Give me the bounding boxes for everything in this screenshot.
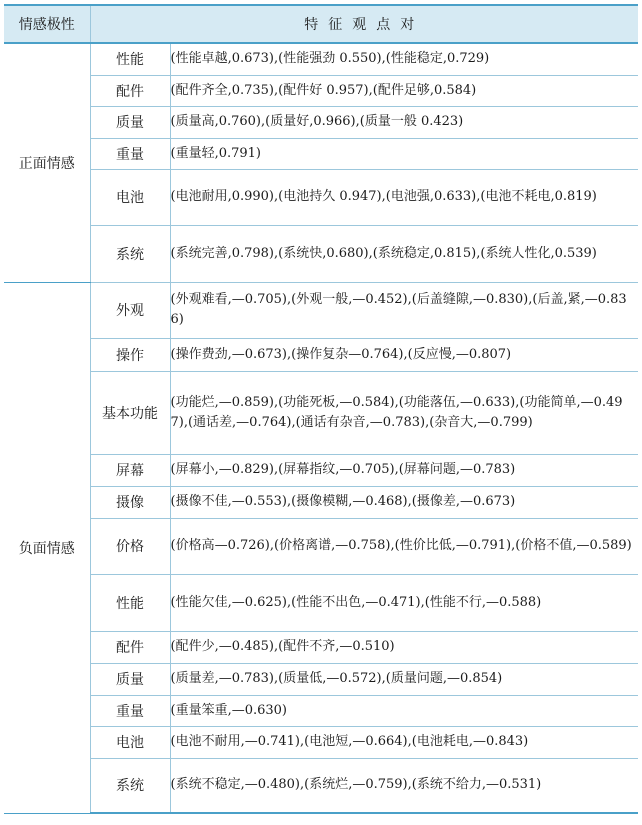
feature-cell: 系统 xyxy=(90,225,170,282)
table-row xyxy=(4,726,638,758)
pairs-cell: (系统不稳定,—0.480),(系统烂,—0.759),(系统不给力,—0.531) xyxy=(170,758,638,813)
pairs-cell: (质量差,—0.783),(质量低,—0.572),(质量问题,—0.854) xyxy=(170,663,638,695)
feature-cell: 系统 xyxy=(90,758,170,813)
pairs-cell: (重量笨重,—0.630) xyxy=(170,695,638,726)
sentiment-feature-opinion-table xyxy=(4,4,638,814)
pairs-cell: (电池不耐用,—0.741),(电池短,—0.664),(电池耗电,—0.843) xyxy=(170,726,638,758)
feature-cell: 性能 xyxy=(90,574,170,631)
feature-cell: 配件 xyxy=(90,75,170,106)
table-row xyxy=(4,695,638,726)
pairs-cell: (重量轻,0.791) xyxy=(170,138,638,169)
pairs-cell: (配件少,—0.485),(配件不齐,—0.510) xyxy=(170,631,638,663)
table-row xyxy=(4,43,638,75)
table-header-row xyxy=(4,5,638,43)
table-row xyxy=(4,225,638,282)
table-row xyxy=(4,758,638,813)
pairs-cell: (操作费劲,—0.673),(操作复杂—0.764),(反应慢,—0.807) xyxy=(170,338,638,371)
pairs-cell: (配件齐全,0.735),(配件好 0.957),(配件足够,0.584) xyxy=(170,75,638,106)
feature-cell: 电池 xyxy=(90,726,170,758)
table-row xyxy=(4,371,638,454)
table-row xyxy=(4,338,638,371)
feature-cell: 重量 xyxy=(90,695,170,726)
feature-cell: 配件 xyxy=(90,631,170,663)
table-row xyxy=(4,486,638,518)
table-row xyxy=(4,574,638,631)
pairs-cell: (系统完善,0.798),(系统快,0.680),(系统稳定,0.815),(系统人性化,0.539) xyxy=(170,225,638,282)
polarity-positive: 正面情感 xyxy=(4,43,90,282)
feature-cell: 质量 xyxy=(90,663,170,695)
feature-cell: 外观 xyxy=(90,282,170,338)
pairs-cell: (电池耐用,0.990),(电池持久 0.947),(电池强,0.633),(电池不耗电,0.819) xyxy=(170,169,638,225)
table-row xyxy=(4,631,638,663)
pairs-cell: (摄像不佳,—0.553),(摄像模糊,—0.468),(摄像差,—0.673) xyxy=(170,486,638,518)
polarity-column-header: 情感极性 xyxy=(4,5,90,43)
feature-cell: 屏幕 xyxy=(90,454,170,486)
table-row xyxy=(4,663,638,695)
table-row xyxy=(4,454,638,486)
table-row xyxy=(4,138,638,169)
pairs-cell: (质量高,0.760),(质量好,0.966),(质量一般 0.423) xyxy=(170,106,638,138)
feature-cell: 摄像 xyxy=(90,486,170,518)
pairs-cell: (屏幕小,—0.829),(屏幕指纹,—0.705),(屏幕问题,—0.783) xyxy=(170,454,638,486)
table-row xyxy=(4,282,638,338)
feature-cell: 操作 xyxy=(90,338,170,371)
pairs-cell: (性能欠佳,—0.625),(性能不出色,—0.471),(性能不行,—0.588) xyxy=(170,574,638,631)
table-row xyxy=(4,518,638,574)
pairs-cell: (外观难看,—0.705),(外观一般,—0.452),(后盖缝隙,—0.830),(后盖,紧,—0.836) xyxy=(170,282,638,338)
feature-cell: 质量 xyxy=(90,106,170,138)
pairs-column-header: 特征观点对 xyxy=(90,5,638,43)
feature-cell: 基本功能 xyxy=(90,371,170,454)
feature-cell: 重量 xyxy=(90,138,170,169)
pairs-cell: (性能卓越,0.673),(性能强劲 0.550),(性能稳定,0.729) xyxy=(170,43,638,75)
feature-cell: 电池 xyxy=(90,169,170,225)
table-row xyxy=(4,75,638,106)
pairs-cell: (功能烂,—0.859),(功能死板,—0.584),(功能落伍,—0.633),(功能简单,—0.497),(通话差,—0.764),(通话有杂音,—0.783),(杂音大,—0.799) xyxy=(170,371,638,454)
polarity-negative: 负面情感 xyxy=(4,282,90,813)
table-row xyxy=(4,169,638,225)
pairs-cell: (价格高—0.726),(价格离谱,—0.758),(性价比低,—0.791),(价格不值,—0.589) xyxy=(170,518,638,574)
feature-cell: 价格 xyxy=(90,518,170,574)
feature-cell: 性能 xyxy=(90,43,170,75)
table-row xyxy=(4,106,638,138)
